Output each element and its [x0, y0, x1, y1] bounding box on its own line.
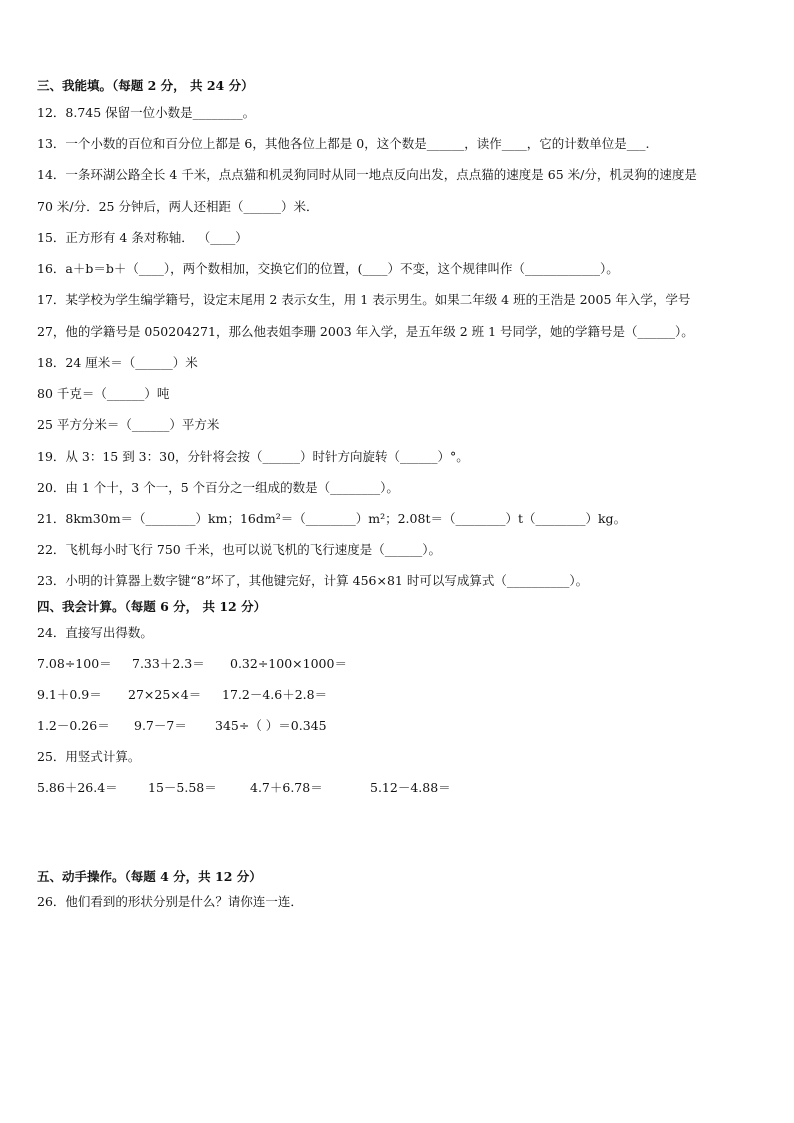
question-21: 21．8km30m＝（________）km；16dm²＝（________）m²；2.08t＝（________）t（________）kg。 [37, 511, 627, 526]
section4-heading: 四、我会计算。（每题 6 分， 共 12 分） [37, 599, 267, 614]
question-18-b: 80 千克＝（______）吨 [37, 386, 170, 401]
question-17-line1: 17．某学校为学生编学籍号，设定末尾用 2 表示女生，用 1 表示男生。如果二年级 4 班的王浩是 2005 年入学，学号 [37, 292, 691, 307]
calc-item: 7.33＋2.3＝ [132, 656, 205, 671]
question-18-c: 25 平方分米＝（______）平方米 [37, 417, 220, 432]
question-18-a: 18．24 厘米＝（______）米 [37, 355, 198, 370]
question-15: 15．正方形有 4 条对称轴． （____） [37, 230, 248, 245]
question-25: 25．用竖式计算。 [37, 749, 141, 764]
calc-item: 5.86＋26.4＝ [37, 780, 118, 795]
calc-item: 27×25×4＝ [128, 687, 202, 702]
question-26: 26．他们看到的形状分别是什么？请你连一连． [37, 894, 303, 909]
calc-item: 4.7＋6.78＝ [250, 780, 323, 795]
question-14-line2: 70 米/分．25 分钟后，两人还相距（______）米． [37, 199, 319, 214]
question-22: 22．飞机每小时飞行 750 千米，也可以说飞机的飞行速度是（______）。 [37, 542, 441, 557]
question-12: 12．8.745 保留一位小数是________。 [37, 105, 256, 120]
section5-heading: 五、动手操作。（每题 4 分，共 12 分） [37, 869, 262, 884]
question-19: 19．从 3：15 到 3：30，分针将会按（______）时针方向旋转（______）°。 [37, 449, 469, 464]
calc-item: 9.7－7＝ [134, 718, 187, 733]
question-23: 23．小明的计算器上数字键“8”坏了，其他键完好，计算 456×81 时可以写成算式（__________）。 [37, 573, 589, 588]
calc-item: 0.32÷100×1000＝ [230, 656, 347, 671]
question-14-line1: 14．一条环湖公路全长 4 千米，点点猫和机灵狗同时从同一地点反向出发，点点猫的速度是 65 米/分，机灵狗的速度是 [37, 167, 697, 182]
calc-item: 15－5.58＝ [148, 780, 217, 795]
question-13: 13．一个小数的百位和百分位上都是 6，其他各位上都是 0，这个数是______，读作____，它的计数单位是___. [37, 136, 650, 151]
calc-item: 9.1＋0.9＝ [37, 687, 102, 702]
calc-item: 345÷（ ）＝0.345 [215, 718, 327, 733]
question-24: 24．直接写出得数。 [37, 625, 153, 640]
question-20: 20．由 1 个十，3 个一，5 个百分之一组成的数是（________）。 [37, 480, 399, 495]
calc-item: 7.08÷100＝ [37, 656, 112, 671]
calc-item: 5.12－4.88＝ [370, 780, 451, 795]
question-16: 16．a＋b＝b＋（____），两个数相加，交换它们的位置，(____）不变，这个规律叫作（____________）。 [37, 261, 619, 276]
calc-item: 1.2－0.26＝ [37, 718, 110, 733]
section3-heading: 三、我能填。（每题 2 分， 共 24 分） [37, 78, 254, 93]
calc-item: 17.2－4.6＋2.8＝ [222, 687, 328, 702]
question-17-line2: 27，他的学籍号是 050204271，那么他表姐李珊 2003 年入学，是五年级 2 班 1 号同学，她的学籍号是（______）。 [37, 324, 694, 339]
